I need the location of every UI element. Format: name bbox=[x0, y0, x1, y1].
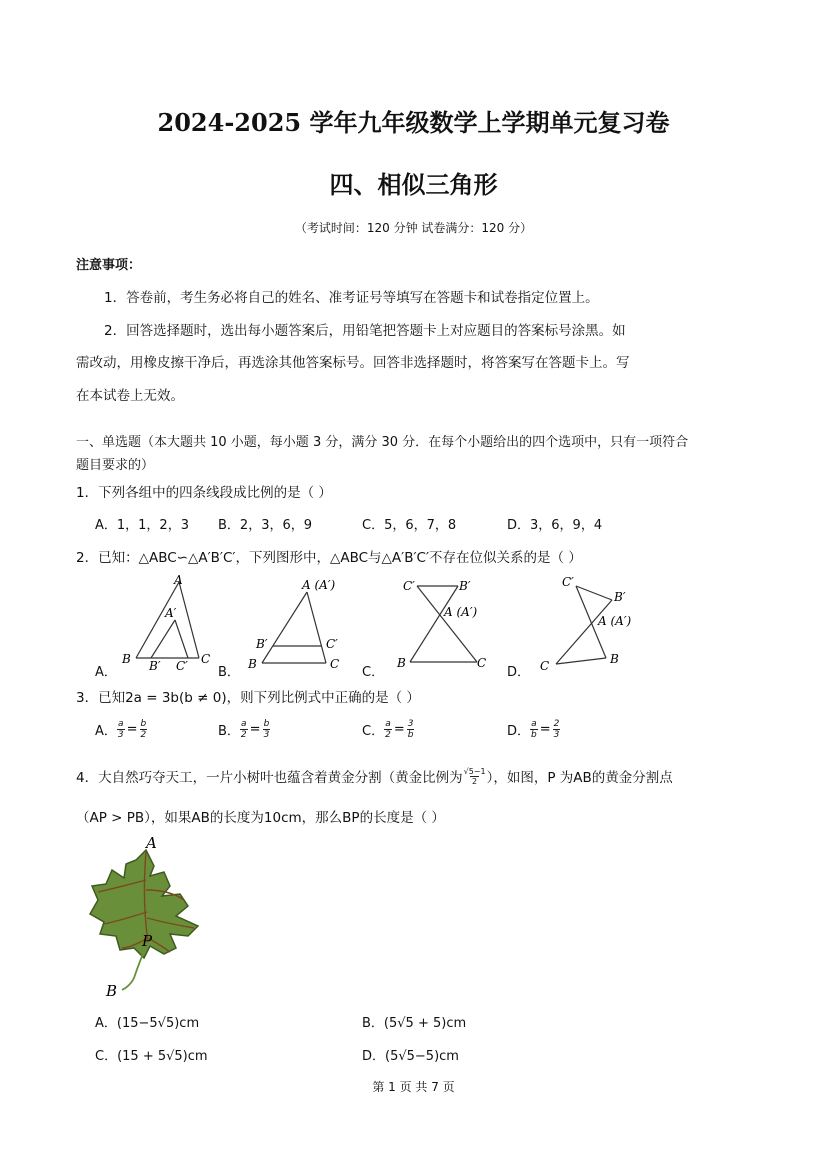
q2-figure-c bbox=[385, 570, 505, 675]
numerator: a bbox=[241, 719, 247, 729]
leaf-label-B: B bbox=[106, 982, 118, 1000]
q2-figure-b bbox=[240, 570, 360, 675]
q2-option-d[interactable]: D． bbox=[507, 665, 531, 680]
q2-option-b[interactable]: B． bbox=[218, 665, 240, 680]
numerator: a bbox=[531, 719, 537, 729]
fraction bbox=[407, 719, 415, 740]
q4-option-c[interactable]: C．(15 + 5√5)cm bbox=[95, 1049, 208, 1064]
section-heading-line-2: 题目要求的） bbox=[76, 458, 155, 473]
fraction bbox=[140, 719, 148, 740]
equals-sign: = bbox=[249, 722, 261, 737]
denominator: b bbox=[531, 730, 537, 740]
q1-option-b[interactable]: B．2，3，6，9 bbox=[218, 518, 313, 533]
option-prefix: C． bbox=[362, 724, 385, 739]
denominator: 3 bbox=[263, 730, 270, 740]
q1-option-a[interactable]: A．1，1，2，3 bbox=[95, 518, 189, 533]
fraction bbox=[117, 719, 125, 740]
exam-info: （考试时间：120 分钟 试卷满分：120 分） bbox=[294, 221, 533, 235]
label-B-prime: B′ bbox=[256, 637, 268, 651]
fraction bbox=[240, 719, 248, 740]
q4-option-a[interactable]: A．(15−5√5)cm bbox=[95, 1016, 200, 1031]
leaf-label-A: A bbox=[146, 834, 157, 852]
label-C: C bbox=[540, 659, 550, 673]
notice-item-1: 1．答卷前，考生务必将自己的姓名、准考证号等填写在答题卡和试卷指定位置上。 bbox=[104, 290, 599, 306]
label-B-prime: B′ bbox=[149, 659, 161, 673]
q2-figure-a bbox=[118, 570, 218, 675]
numerator: b bbox=[140, 719, 147, 729]
label-C-prime: C′ bbox=[176, 659, 188, 673]
label-C: C bbox=[477, 656, 487, 670]
page-title: 2024-2025 学年九年级数学上学期单元复习卷 bbox=[157, 108, 670, 137]
label-A: A bbox=[174, 573, 183, 587]
q4-option-b[interactable]: B．(5√5 + 5)cm bbox=[362, 1016, 467, 1031]
numerator: a bbox=[385, 719, 391, 729]
label-C: C bbox=[330, 657, 340, 671]
section-heading-line-1: 一、单选题（本大题共 10 小题，每小题 3 分，满分 30 分．在每个小题给出的四个选项中，只有一项符合 bbox=[76, 435, 689, 450]
notice-item-2-line-2: 需改动，用橡皮擦干净后，再选涂其他答案标号。回答非选择题时，将答案写在答题卡上。写 bbox=[76, 355, 630, 371]
label-C-prime: C′ bbox=[562, 575, 574, 589]
label-C: C bbox=[201, 652, 211, 666]
equals-sign: = bbox=[539, 722, 551, 737]
q3-option-a[interactable] bbox=[95, 719, 147, 740]
q1-option-d[interactable]: D．3，6，9，4 bbox=[507, 518, 603, 533]
denominator: b bbox=[407, 730, 414, 740]
question-1-stem: 1．下列各组中的四条线段成比例的是（ ） bbox=[76, 485, 332, 501]
page-subtitle: 四、相似三角形 bbox=[329, 170, 498, 199]
page-number: 第 1 页 共 7 页 bbox=[372, 1080, 455, 1094]
denominator: 2 bbox=[385, 730, 391, 740]
numerator: 3 bbox=[407, 719, 414, 729]
fraction bbox=[530, 719, 538, 740]
equals-sign: = bbox=[393, 722, 405, 737]
q2-figure-d bbox=[530, 570, 650, 675]
label-A-A-prime: A (A′) bbox=[302, 578, 336, 592]
numerator: a bbox=[118, 719, 124, 729]
stem-part-1: 4．大自然巧夺天工，一片小树叶也蕴含着黄金分割（黄金比例为 bbox=[76, 770, 463, 786]
numerator: 2 bbox=[553, 719, 560, 729]
label-C-prime: C′ bbox=[326, 637, 338, 651]
notice-item-2-line-3: 在本试卷上无效。 bbox=[76, 388, 184, 404]
leaf-label-P: P bbox=[142, 932, 153, 950]
q2-option-c[interactable]: C． bbox=[362, 665, 385, 680]
denominator: 2 bbox=[140, 730, 147, 740]
fraction bbox=[553, 719, 561, 740]
q3-option-d[interactable] bbox=[507, 719, 560, 740]
label-A-A-prime: A (A′) bbox=[598, 614, 632, 628]
question-2-stem: 2．已知：△ABC∽△A′B′C′，下列图形中，△ABC与△A′B′C′不存在位似关系的是（ ） bbox=[76, 550, 582, 566]
question-4-stem-line-1 bbox=[76, 766, 673, 786]
question-3-stem: 3．已知2a = 3b(b ≠ 0)，则下列比例式中正确的是（ ） bbox=[76, 690, 420, 706]
question-4-stem-line-2: （AP > PB），如果AB的长度为10cm，那么BP的长度是（ ） bbox=[76, 810, 445, 826]
maple-leaf-figure bbox=[84, 830, 214, 1002]
option-prefix: D． bbox=[507, 724, 531, 739]
label-A-A-prime: A (A′) bbox=[444, 605, 478, 619]
label-B: B bbox=[610, 652, 619, 666]
denominator: 3 bbox=[117, 730, 124, 740]
label-B: B bbox=[397, 656, 406, 670]
option-prefix: B． bbox=[218, 724, 240, 739]
q2-option-a[interactable]: A． bbox=[95, 665, 117, 680]
label-B-prime: B′ bbox=[459, 579, 471, 593]
fraction bbox=[384, 719, 392, 740]
numerator: b bbox=[263, 719, 270, 729]
notice-heading: 注意事项： bbox=[76, 258, 142, 273]
denominator: 3 bbox=[553, 730, 560, 740]
denominator: 2 bbox=[240, 730, 247, 740]
golden-ratio-fraction bbox=[464, 767, 486, 786]
equals-sign: = bbox=[126, 722, 138, 737]
label-C-prime: C′ bbox=[403, 579, 415, 593]
label-B: B bbox=[122, 652, 131, 666]
q3-option-b[interactable] bbox=[218, 719, 270, 740]
notice-item-2-line-1: 2．回答选择题时，选出每小题答案后，用铅笔把答题卡上对应题目的答案标号涂黑。如 bbox=[104, 323, 626, 339]
stem-part-2: ），如图，P 为AB的黄金分割点 bbox=[486, 770, 673, 786]
denominator: 2 bbox=[472, 776, 478, 786]
label-A-prime: A′ bbox=[165, 606, 177, 620]
label-B: B bbox=[248, 657, 257, 671]
q3-option-c[interactable] bbox=[362, 719, 414, 740]
label-B-prime: B′ bbox=[614, 590, 626, 604]
q4-option-d[interactable]: D．(5√5−5)cm bbox=[362, 1049, 459, 1064]
numerator: √5−1 bbox=[463, 766, 486, 776]
fraction bbox=[263, 719, 271, 740]
q1-option-c[interactable]: C．5，6，7，8 bbox=[362, 518, 457, 533]
option-prefix: A． bbox=[95, 724, 117, 739]
